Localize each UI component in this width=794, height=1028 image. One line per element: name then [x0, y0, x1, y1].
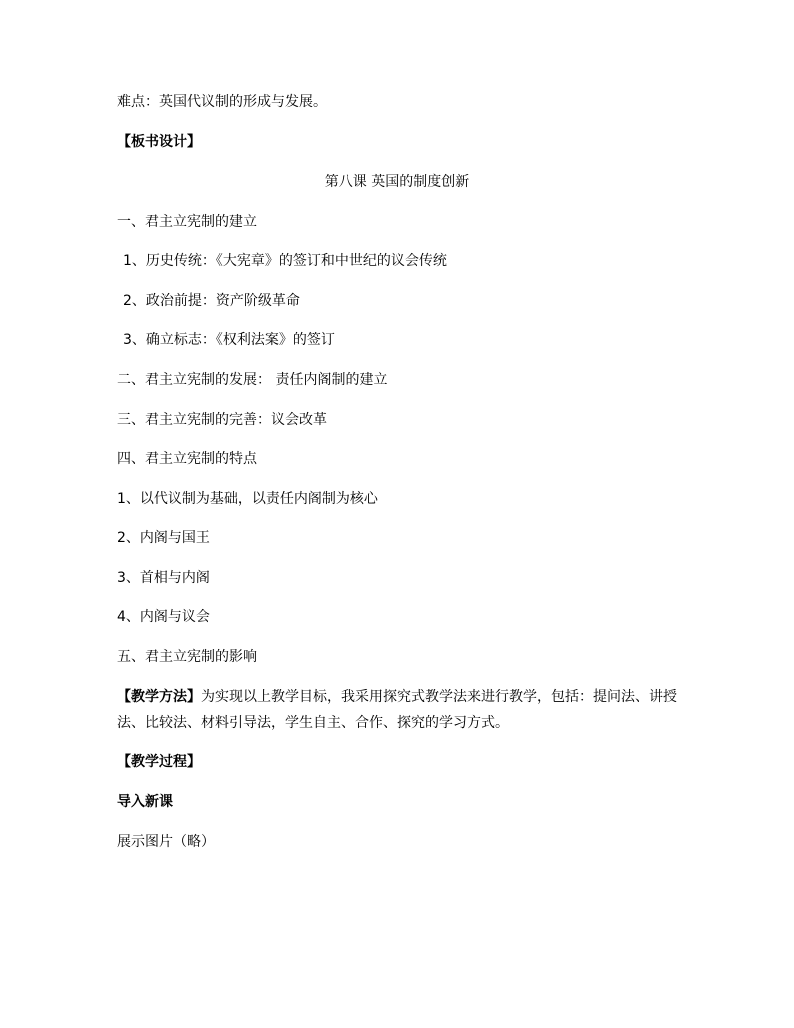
intro-heading: 导入新课 — [117, 794, 173, 810]
outline-item: 1、历史传统：《大宪章》的签订和中世纪的议会传统 — [123, 253, 447, 269]
outline-item: 三、君主立宪制的完善：议会改革 — [117, 412, 327, 428]
teaching-method-text-continued: 法、比较法、材料引导法，学生自主、合作、探究的学习方式。 — [117, 715, 509, 731]
outline-item: 3、首相与内阁 — [117, 570, 210, 586]
outline-item: 2、内阁与国王 — [117, 530, 210, 546]
teaching-process-heading: 【教学过程】 — [117, 754, 201, 770]
outline-item: 4、内阁与议会 — [117, 609, 210, 625]
difficulty-text: 难点：英国代议制的形成与发展。 — [117, 94, 327, 110]
outline-item: 二、君主立宪制的发展： 责任内阁制的建立 — [117, 372, 388, 388]
outline-item: 2、政治前提：资产阶级革命 — [123, 293, 300, 309]
board-title: 第八课 英国的制度创新 — [324, 174, 470, 190]
teaching-method-paragraph — [117, 687, 677, 707]
teaching-method-text: 为实现以上教学目标，我采用探究式教学法来进行教学，包括：提问法、讲授 — [201, 689, 677, 705]
teaching-method-label: 【教学方法】 — [117, 689, 201, 705]
outline-item: 1、以代议制为基础，以责任内阁制为核心 — [117, 491, 378, 507]
outline-item: 四、君主立宪制的特点 — [117, 451, 257, 467]
outline-item: 五、君主立宪制的影响 — [117, 649, 257, 665]
outline-item: 3、确立标志：《权利法案》的签订 — [123, 332, 335, 348]
intro-text: 展示图片（略） — [117, 834, 215, 850]
outline-item: 一、君主立宪制的建立 — [117, 214, 257, 230]
board-design-heading: 【板书设计】 — [117, 134, 201, 150]
